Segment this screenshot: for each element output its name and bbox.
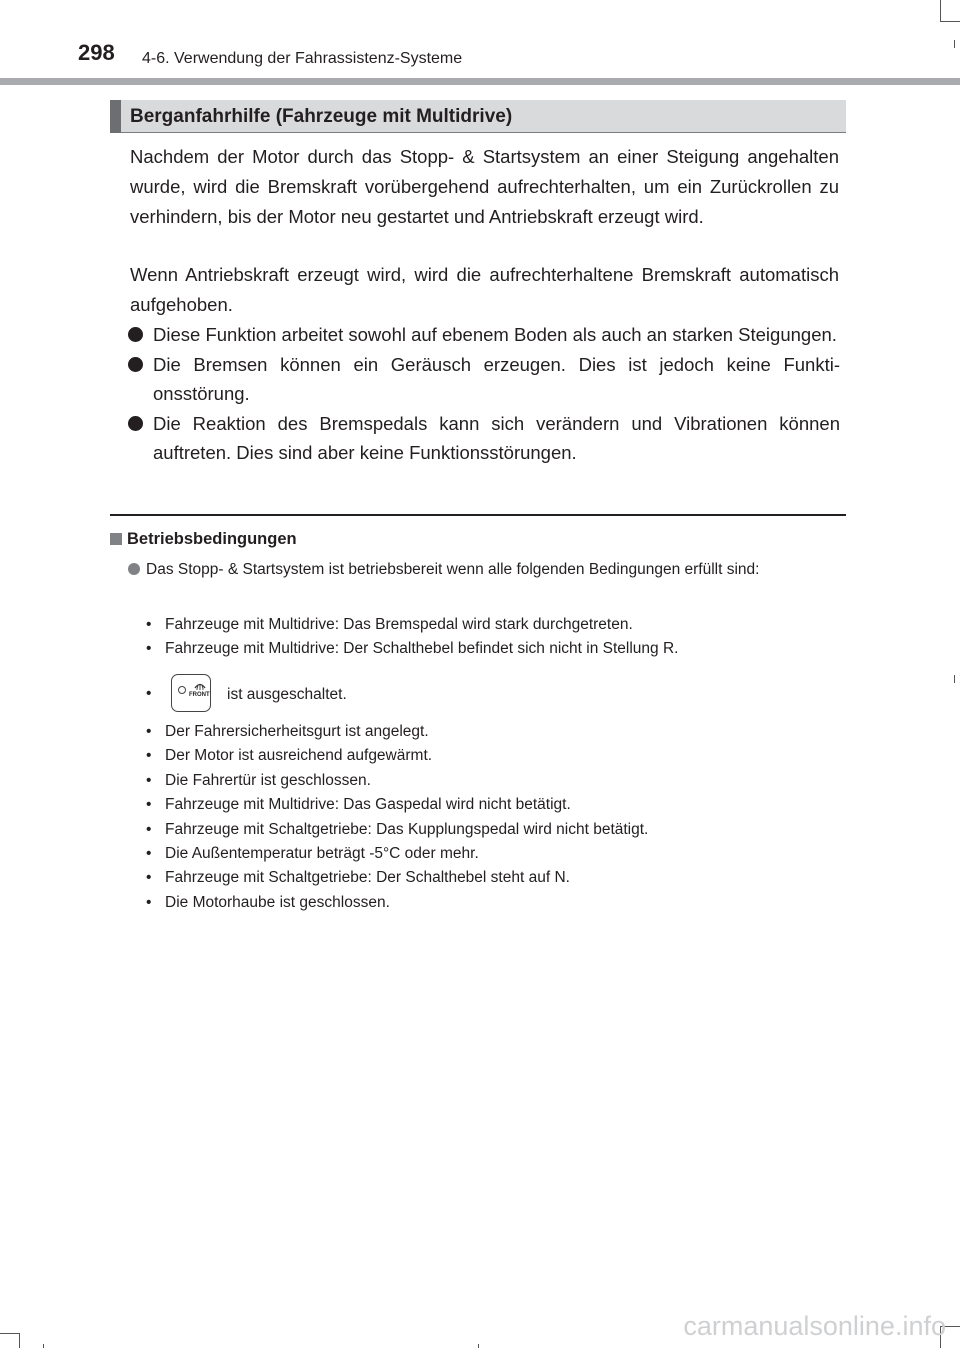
section-heading-bar bbox=[110, 100, 121, 133]
indicator-light-icon bbox=[178, 686, 186, 694]
defroster-wave-icon bbox=[194, 681, 206, 691]
crop-mark bbox=[954, 40, 955, 48]
crop-mark bbox=[19, 1333, 20, 1348]
list-item bbox=[146, 842, 846, 866]
crop-mark bbox=[478, 1344, 479, 1348]
list-item-text: Fahrzeuge mit Schaltgetriebe: Das Kupplungspedal wird nicht betätigt. bbox=[165, 820, 649, 838]
list-item-text: Fahrzeuge mit Multidrive: Der Schalthebel befindet sich nicht in Stellung R. bbox=[165, 640, 679, 658]
note-paragraph-text: Das Stopp- & Startsystem ist betriebsbereit wenn alle folgenden Bedingungen erfüllt sind: bbox=[146, 561, 760, 578]
section-heading bbox=[110, 100, 846, 133]
bullet-dot-icon bbox=[128, 416, 143, 431]
list-item bbox=[146, 769, 846, 793]
bullet-marker: • bbox=[146, 616, 152, 633]
section-title: Berganfahrhilfe (Fahrzeuge mit Multidrive) bbox=[130, 106, 513, 127]
bullet-marker: • bbox=[146, 820, 152, 838]
list-item bbox=[146, 613, 846, 637]
condition-list bbox=[146, 720, 846, 915]
bullet-marker: • bbox=[146, 747, 152, 765]
bullet-marker: • bbox=[146, 640, 152, 658]
condition-list bbox=[146, 613, 846, 662]
bullet-marker: • bbox=[146, 723, 152, 740]
list-item bbox=[146, 793, 846, 817]
crop-mark bbox=[940, 21, 960, 22]
note-paragraph bbox=[128, 558, 846, 581]
list-item-text: Die Bremsen können ein Geräusch erzeugen. Dies ist jedoch keine Funktionsstörung. bbox=[153, 354, 840, 404]
list-item bbox=[146, 818, 846, 842]
list-item bbox=[146, 744, 846, 768]
gray-dot-icon bbox=[128, 563, 140, 575]
list-item-text: Fahrzeuge mit Schaltgetriebe: Der Schalthebel steht auf N. bbox=[165, 869, 570, 887]
body-paragraph: Nachdem der Motor durch das Stopp- & Startsystem an einer Steigung angehalten wurde, wird die Bremskraft vorübergehend aufrechterhalten, um ein Zurückrollen zu verhindern, bis der Motor neu gestartet und Antriebskraft erzeugt wird. bbox=[130, 146, 839, 227]
page-number: 298 bbox=[78, 40, 115, 65]
list-item-text: Diese Funktion arbeitet sowohl auf ebenem Boden als auch an starken Steigungen. bbox=[153, 324, 837, 345]
crop-mark bbox=[43, 1344, 44, 1348]
list-item-text: Die Reaktion des Bremspedals kann sich verändern und Vibrationen können auftreten. Dies sind aber keine Funktionsstörungen. bbox=[153, 413, 840, 463]
front-defroster-switch-icon bbox=[171, 674, 211, 712]
list-item-text: Die Außentemperatur beträgt -5°C oder mehr. bbox=[165, 845, 479, 863]
bullet-marker: • bbox=[146, 685, 152, 702]
bullet-dot-icon bbox=[128, 327, 143, 342]
bullet-dot-icon bbox=[128, 357, 143, 372]
bullet-marker: • bbox=[146, 869, 152, 887]
note-heading bbox=[110, 530, 297, 549]
watermark: carmanualsonline.info bbox=[683, 1311, 946, 1341]
section-divider bbox=[110, 514, 846, 516]
list-item bbox=[128, 320, 840, 349]
bullet-marker: • bbox=[146, 796, 152, 814]
list-item-text: Fahrzeuge mit Multidrive: Das Bremspedal wird stark durchgetreten. bbox=[165, 616, 633, 633]
list-item-text: Die Motorhaube ist geschlossen. bbox=[165, 893, 390, 911]
bullet-marker: • bbox=[146, 845, 152, 863]
list-item bbox=[128, 350, 840, 408]
crop-mark bbox=[954, 675, 955, 683]
switch-label: FRONT bbox=[189, 692, 210, 698]
square-marker-icon bbox=[110, 533, 122, 545]
list-item bbox=[146, 720, 846, 744]
list-item bbox=[146, 891, 846, 915]
bullet-list bbox=[128, 320, 840, 468]
list-item-text: Der Fahrersicherheitsgurt ist angelegt. bbox=[165, 723, 429, 740]
crop-mark bbox=[0, 1333, 20, 1334]
list-item-text: Die Fahrertür ist geschlossen. bbox=[165, 771, 371, 789]
bullet-marker: • bbox=[146, 771, 152, 789]
list-item bbox=[146, 866, 846, 890]
chapter-title: 4-6. Verwendung der Fahrassistenz-Systeme bbox=[142, 50, 463, 67]
list-item bbox=[128, 409, 840, 467]
note-heading-text: Betriebsbedingungen bbox=[127, 530, 297, 548]
list-item-text: Fahrzeuge mit Multidrive: Das Gaspedal wird nicht betätigt. bbox=[165, 796, 571, 814]
body-paragraph: Wenn Antriebskraft erzeugt wird, wird die aufrechterhaltene Bremskraft automatisch aufgehoben. bbox=[130, 264, 839, 315]
crop-mark bbox=[940, 0, 941, 22]
list-item bbox=[146, 637, 846, 661]
bullet-marker: • bbox=[146, 893, 152, 911]
icon-condition-text: ist ausgeschaltet. bbox=[227, 686, 347, 703]
header-band bbox=[0, 78, 960, 85]
list-item-text: Der Motor ist ausreichend aufgewärmt. bbox=[165, 747, 433, 765]
